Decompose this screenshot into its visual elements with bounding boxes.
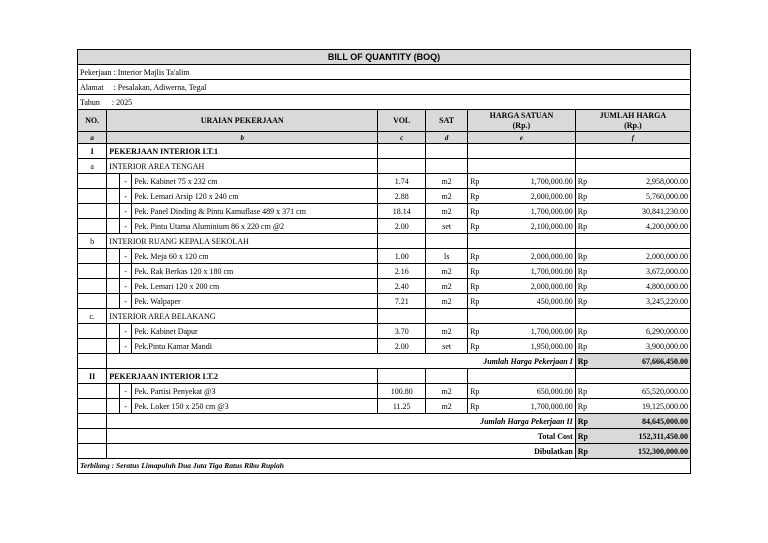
jumlah-currency: Rp [575,204,590,219]
item-vol: 2.00 [378,219,426,234]
item-description: Pek.Pintu Kamar Mandi [132,339,378,354]
group-letter: b [78,234,107,249]
item-vol: 2.00 [378,339,426,354]
table-row [78,204,691,219]
item-harga: 2,000,000.00 [482,189,575,204]
no-cell [78,264,107,279]
harga-cell [468,144,576,159]
harga-cell [468,309,576,324]
table-row [78,219,691,234]
header-jumlah-line1: JUMLAH HARGA [599,110,667,120]
jumlah-currency: Rp [575,279,590,294]
header-sat: SAT [426,110,468,132]
jumlah-currency: Rp [575,384,590,399]
info-pekerjaan: Pekerjaan : Interior Majlis Ta'alim [78,65,691,80]
table-row [78,264,691,279]
harga-currency: Rp [468,249,483,264]
spacer-cell [107,399,120,414]
item-harga: 450,000.00 [482,294,575,309]
vol-cell [378,309,426,324]
item-sat: m2 [426,384,468,399]
item-jumlah: 4,800,000.00 [590,279,691,294]
summary-currency: Rp [575,444,590,459]
info-tahun: Tahun : 2025 [78,95,691,110]
item-dash: - [119,174,132,189]
harga-cell [468,234,576,249]
item-dash: - [119,264,132,279]
item-dash: - [119,384,132,399]
item-harga: 2,000,000.00 [482,279,575,294]
item-jumlah: 2,000,000.00 [590,249,691,264]
item-description: Pek. Walpaper [132,294,378,309]
item-sat: m2 [426,264,468,279]
section-title: PEKERJAAN INTERIOR LT.2 [107,369,378,384]
item-harga: 1,700,000.00 [482,399,575,414]
vol-cell [378,234,426,249]
jumlah-currency: Rp [575,294,590,309]
item-description: Pek. Panel Dinding & Pintu Kamuflase 489 x 371 cm [132,204,378,219]
item-vol: 1.00 [378,249,426,264]
harga-currency: Rp [468,324,483,339]
no-cell [78,219,107,234]
item-vol: 3.70 [378,324,426,339]
sheet-title: BILL OF QUANTITY (BOQ) [78,50,691,65]
harga-currency: Rp [468,279,483,294]
spacer-cell [107,204,120,219]
item-description: Pek. Pintu Utama Aluminium 86 x 220 cm @2 [132,219,378,234]
item-dash: - [119,399,132,414]
summary-currency: Rp [575,414,590,429]
spacer-cell [107,324,120,339]
item-sat: m2 [426,189,468,204]
item-sat: set [426,219,468,234]
item-harga: 650,000.00 [482,384,575,399]
jumlah-cell [575,234,690,249]
item-sat: m2 [426,204,468,219]
item-dash: - [119,249,132,264]
item-sat: m2 [426,324,468,339]
no-cell [78,339,107,354]
spacer-cell [107,279,120,294]
table-row [78,399,691,414]
item-jumlah: 3,900,000.00 [590,339,691,354]
spacer-cell [107,189,120,204]
no-cell [78,399,107,414]
sat-cell [426,369,468,384]
letter-c: c [378,132,426,144]
no-cell [78,249,107,264]
jumlah-currency: Rp [575,174,590,189]
table-row [78,174,691,189]
item-dash: - [119,219,132,234]
item-vol: 100.80 [378,384,426,399]
item-jumlah: 5,760,000.00 [590,189,691,204]
group-row [78,234,691,249]
item-jumlah: 19,125,000.00 [590,399,691,414]
header-vol: VOL [378,110,426,132]
item-dash: - [119,189,132,204]
no-cell [78,204,107,219]
spacer-cell [107,264,120,279]
summary-label: Total Cost [107,429,576,444]
harga-currency: Rp [468,174,483,189]
header-harga-line1: HARGA SATUAN [489,110,554,120]
harga-currency: Rp [468,204,483,219]
section-row [78,369,691,384]
boq-sheet [77,49,691,474]
item-dash: - [119,279,132,294]
item-sat: m2 [426,294,468,309]
group-letter: c. [78,309,107,324]
sat-cell [426,159,468,174]
letter-a: a [78,132,107,144]
vol-cell [378,369,426,384]
item-harga: 2,100,000.00 [482,219,575,234]
item-vol: 2.88 [378,189,426,204]
harga-currency: Rp [468,189,483,204]
jumlah-cell [575,369,690,384]
jumlah-currency: Rp [575,189,590,204]
no-cell [78,444,107,459]
section-title: PEKERJAAN INTERIOR LT.1 [107,144,378,159]
item-jumlah: 2,958,000.00 [590,174,691,189]
summary-jumlah: 152,311,450.00 [590,429,691,444]
item-description: Pek. Loker 150 x 250 cm @3 [132,399,378,414]
header-harga-satuan [468,110,576,132]
item-sat: ls [426,249,468,264]
group-title: INTERIOR AREA TENGAH [107,159,378,174]
letter-d: d [426,132,468,144]
harga-currency: Rp [468,294,483,309]
sat-cell [426,309,468,324]
header-harga-line2: (Rp.) [512,120,531,130]
spacer-cell [107,174,120,189]
group-letter: a [78,159,107,174]
jumlah-currency: Rp [575,324,590,339]
item-harga: 1,700,000.00 [482,204,575,219]
harga-currency: Rp [468,399,483,414]
header-no: NO. [78,110,107,132]
item-description: Pek. Rak Berkas 120 x 180 cm [132,264,378,279]
item-sat: set [426,339,468,354]
no-cell [78,384,107,399]
letter-b: b [107,132,378,144]
item-description: Pek. Meja 60 x 120 cm [132,249,378,264]
item-dash: - [119,324,132,339]
item-dash: - [119,204,132,219]
no-cell [78,354,107,369]
no-cell [78,279,107,294]
item-sat: m2 [426,279,468,294]
harga-currency: Rp [468,219,483,234]
item-harga: 1,700,000.00 [482,264,575,279]
jumlah-currency: Rp [575,399,590,414]
spacer-cell [107,219,120,234]
section-number: I [78,144,107,159]
harga-cell [468,369,576,384]
item-jumlah: 6,290,000.00 [590,324,691,339]
table-row [78,324,691,339]
vol-cell [378,144,426,159]
item-jumlah: 65,520,000.00 [590,384,691,399]
table-row [78,294,691,309]
item-description: Pek. Kabinet Dapur [132,324,378,339]
item-jumlah: 3,245,220.00 [590,294,691,309]
group-title: INTERIOR RUANG KEPALA SEKOLAH [107,234,378,249]
item-sat: m2 [426,399,468,414]
no-cell [78,429,107,444]
no-cell [78,189,107,204]
no-cell [78,414,107,429]
item-vol: 18.14 [378,204,426,219]
summary-currency: Rp [575,429,590,444]
item-vol: 1.74 [378,174,426,189]
jumlah-cell [575,159,690,174]
summary-jumlah: 84,645,000.00 [590,414,691,429]
sat-cell [426,144,468,159]
group-row [78,159,691,174]
item-jumlah: 3,672,000.00 [590,264,691,279]
item-dash: - [119,294,132,309]
jumlah-currency: Rp [575,339,590,354]
item-vol: 2.16 [378,264,426,279]
letter-f: f [575,132,690,144]
spacer-cell [107,294,120,309]
item-harga: 1,700,000.00 [482,174,575,189]
jumlah-currency: Rp [575,249,590,264]
subtotal-row [78,354,691,369]
harga-currency: Rp [468,339,483,354]
group-title: INTERIOR AREA BELAKANG [107,309,378,324]
info-alamat: Alamat : Pesalakan, Adiwerna, Tegal [78,80,691,95]
spacer-cell [107,339,120,354]
group-row [78,309,691,324]
item-jumlah: 4,200,000.00 [590,219,691,234]
item-vol: 7.21 [378,294,426,309]
table-row [78,249,691,264]
summary-label: Jumlah Harga Pekerjaan II [107,414,576,429]
summary-jumlah: 67,666,450.00 [590,354,691,369]
table-row [78,279,691,294]
total-row [78,429,691,444]
summary-label: Jumlah Harga Pekerjaan I [107,354,576,369]
item-description: Pek. Partisi Penyekat @3 [132,384,378,399]
table-row [78,384,691,399]
item-description: Pek. Lemari Arsip 120 x 240 cm [132,189,378,204]
harga-currency: Rp [468,264,483,279]
item-description: Pek. Kabinet 75 x 232 cm [132,174,378,189]
spacer-cell [107,384,120,399]
jumlah-currency: Rp [575,219,590,234]
item-vol: 2.40 [378,279,426,294]
subtotal-row [78,414,691,429]
item-harga: 2,000,000.00 [482,249,575,264]
no-cell [78,294,107,309]
item-description: Pek. Lemari 120 x 200 cm [132,279,378,294]
item-harga: 1,700,000.00 [482,324,575,339]
table-row [78,189,691,204]
item-sat: m2 [426,174,468,189]
boq-table [77,49,691,459]
item-jumlah: 30,841,230.00 [590,204,691,219]
vol-cell [378,159,426,174]
harga-currency: Rp [468,384,483,399]
jumlah-currency: Rp [575,264,590,279]
item-vol: 11.25 [378,399,426,414]
letter-e: e [468,132,576,144]
spacer-cell [107,249,120,264]
section-number: II [78,369,107,384]
summary-jumlah: 152,300,000.00 [590,444,691,459]
header-jumlah-line2: (Rp.) [624,120,642,130]
summary-currency: Rp [575,354,590,369]
no-cell [78,324,107,339]
no-cell [78,174,107,189]
header-jumlah-harga [575,110,690,132]
total-row [78,444,691,459]
item-harga: 1,950,000.00 [482,339,575,354]
summary-label: Dibulatkan [107,444,576,459]
terbilang: Terbilang : Seratus Limapuluh Dua Juta Tiga Ratus Ribu Rupiah [77,459,691,474]
harga-cell [468,159,576,174]
jumlah-cell [575,309,690,324]
header-uraian: URAIAN PEKERJAAN [107,110,378,132]
section-row [78,144,691,159]
sat-cell [426,234,468,249]
table-row [78,339,691,354]
jumlah-cell [575,144,690,159]
item-dash: - [119,339,132,354]
